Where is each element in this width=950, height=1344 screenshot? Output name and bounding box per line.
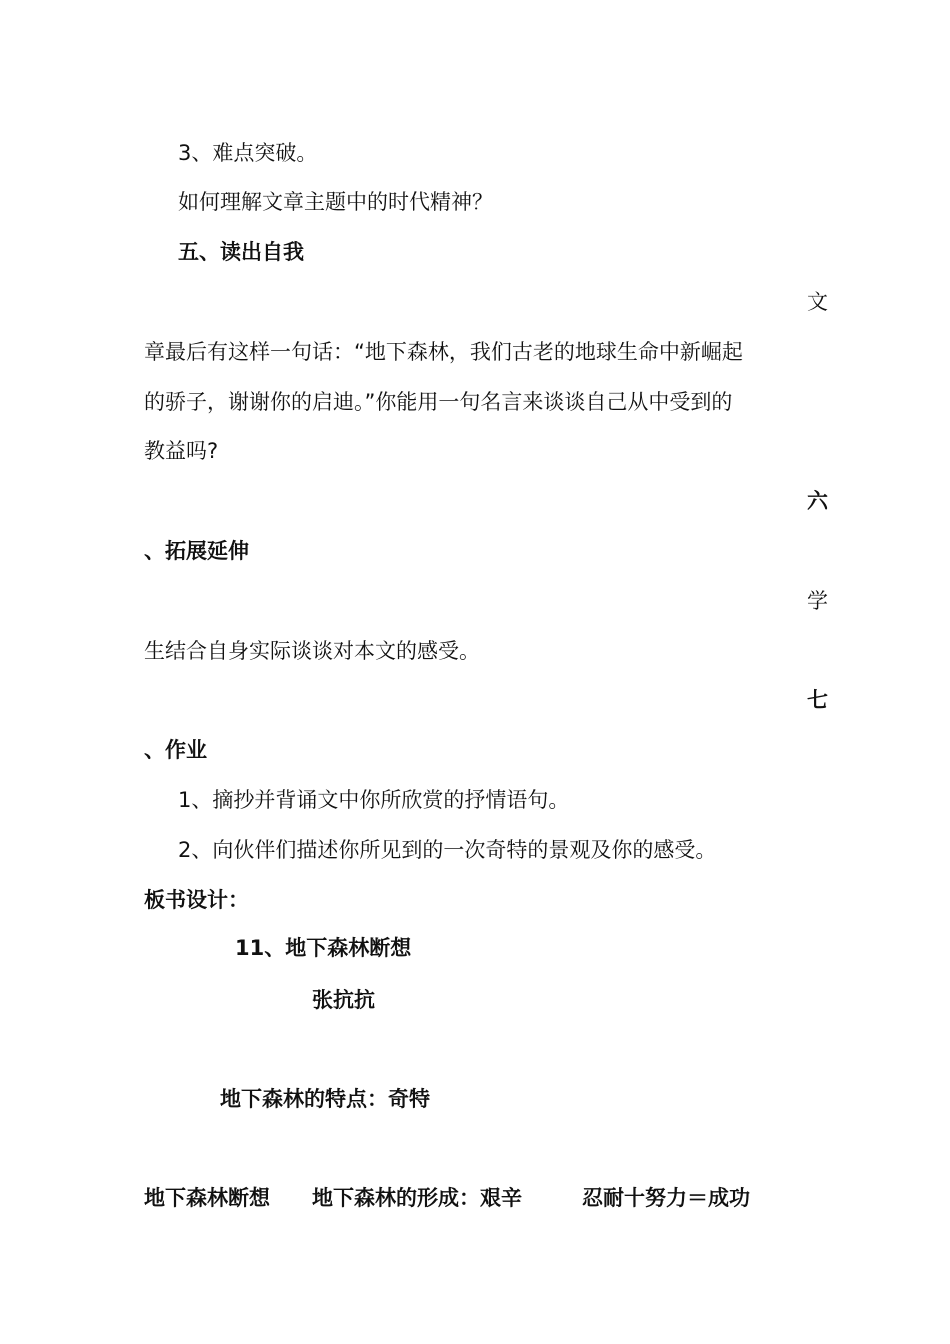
homework-item-1: 1、摘抄并背诵文中你所欣赏的抒情语句。	[178, 788, 570, 812]
board-author: 张抗抗	[312, 988, 375, 1012]
section7-heading-rest: 、作业	[144, 738, 207, 762]
homework-item-2: 2、向伙伴们描述你所见到的一次奇特的景观及你的感受。	[178, 838, 717, 862]
section5-paragraph-line-1: 章最后有这样一句话：“地下森林，我们古老的地球生命中新崛起	[144, 340, 743, 364]
section6-heading-rest: 、拓展延伸	[144, 539, 249, 563]
section5-paragraph-line-2: 的骄子，谢谢你的启迪。”你能用一句名言来谈谈自己从中受到的	[144, 390, 733, 414]
board-formation: 地下森林的形成：艰辛	[312, 1186, 522, 1210]
section5-paragraph-start: 文	[807, 290, 828, 314]
step3-title: 3、难点突破。	[178, 141, 318, 165]
board-feature: 地下森林的特点：奇特	[220, 1087, 430, 1111]
board-formula: 忍耐十努力＝成功	[582, 1186, 750, 1210]
board-design-label: 板书设计：	[144, 888, 249, 912]
section6-paragraph-rest: 生结合自身实际谈谈对本文的感受。	[144, 639, 480, 663]
section5-heading: 五、读出自我	[178, 240, 304, 264]
board-left-title: 地下森林断想	[144, 1186, 270, 1210]
board-title: 11、地下森林断想	[235, 936, 412, 960]
step3-question: 如何理解文章主题中的时代精神？	[178, 190, 493, 214]
section7-heading-start: 七	[807, 688, 828, 712]
section5-paragraph-line-3: 教益吗?	[144, 439, 219, 463]
section6-paragraph-start: 学	[807, 589, 828, 613]
section6-heading-start: 六	[807, 489, 828, 513]
